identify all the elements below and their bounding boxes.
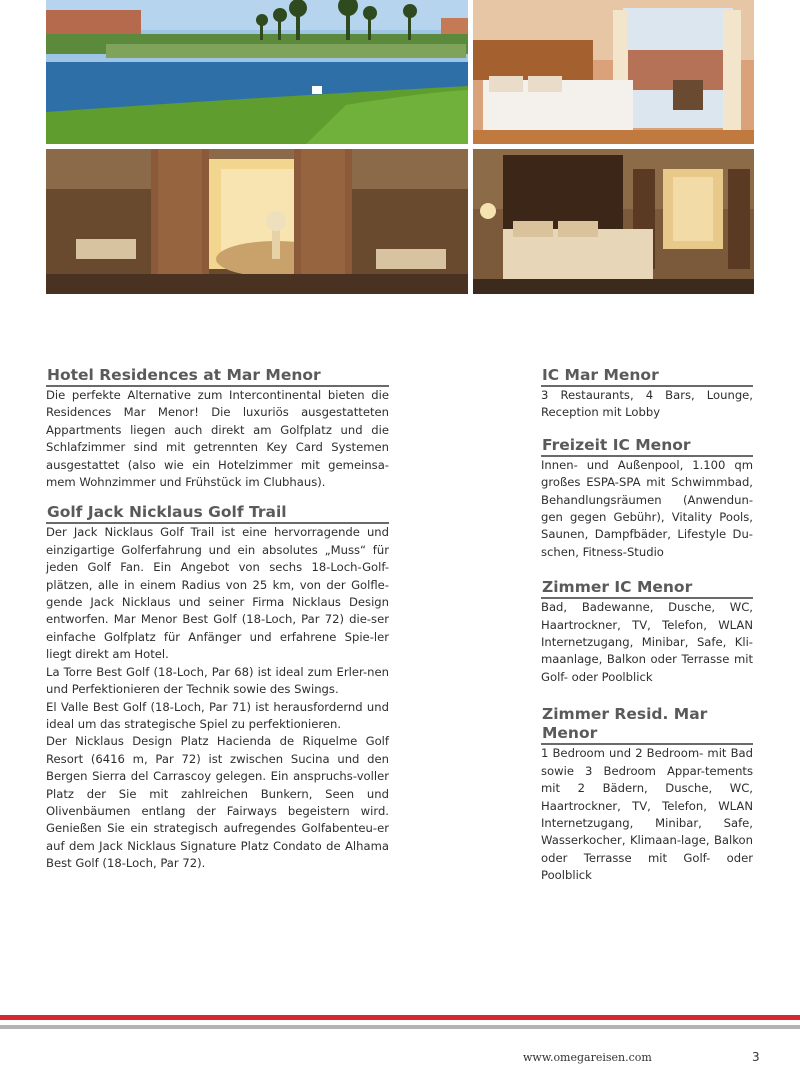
freizeit-text: Innen- und Außenpool, 1.100 qm großes ESPA-SPA mit Schwimmbad, Behandlungsräumen (Anwendun-gen gegen Gebühr), Vitality Pools, Saunen, Dampfbäder, Lifestyle Du-schen, Fitness-Studio [541, 457, 753, 559]
section-heading-golf-trail: Golf Jack Nicklaus Golf Trail [46, 503, 389, 524]
section-heading-freizeit: Freizeit IC Menor [541, 436, 753, 457]
right-column [541, 366, 753, 885]
hotel-twin-room-photo [473, 0, 754, 144]
left-column [46, 366, 389, 873]
zimmer-resid-text: 1 Bedroom und 2 Bedroom- mit Bad sowie 3 Bedroom Appar-tements mit 2 Bädern, Dusche, WC, Haartrockner, TV, Telefon, WLAN Internetzugang, Minibar, Safe, Wasserkocher, Klimaan-lage, Balkon oder Terrasse mit Golf- oder Poolblick [541, 746, 753, 883]
footer-rule-red [0, 1015, 800, 1020]
page-number: 3 [752, 1050, 760, 1064]
footer-website-link[interactable]: www.omegareisen.com [523, 1051, 652, 1064]
zimmer-ic-text: Bad, Badewanne, Dusche, WC, Haartrockner, TV, Telefon, WLAN Internetzugang, Minibar, Safe, Kli-maanlage, Balkon oder Terrasse mit Golf- oder Poolblick [541, 600, 753, 684]
section-heading-zimmer-ic: Zimmer IC Menor [541, 578, 753, 599]
section-heading-residences: Hotel Residences at Mar Menor [46, 366, 389, 387]
golf-trail-intro: Der Jack Nicklaus Golf Trail ist eine hervorragende und einzigartige Golferfahrung und ein absolutes „Muss“ für jeden Golf Fan. Ein Angebot von sechs 18-Loch-Golf-plätzen, alle in einem Radius von 25 km, von der Golfle-gende Jack Nicklaus und seiner Firma Nicklaus Design entworfen. Mar Menor Best Golf (18-Loch, Par 72) die-ser einfache Golfplatz für Anfänger und erfahrene Spie-ler liegt direkt am Hotel. [46, 525, 389, 662]
golf-course-lake-photo [46, 0, 468, 144]
spa-fountain-photo [46, 149, 468, 294]
hotel-bedroom-photo [473, 149, 754, 294]
residences-text: Die perfekte Alternative zum Intercontinental bieten die Residences Mar Menor! Die luxuriös ausgestatteten Appartments liegen auch direkt am Golfplatz und die Schlafzimmer sind mit getrennten Key Card Systemen ausgestattet (also wie ein Hotelzimmer mit gemeinsa-mem Wohnzimmer und Frühstück im Clubhaus). [46, 388, 389, 490]
golf-trail-la-torre: La Torre Best Golf (18-Loch, Par 68) ist ideal zum Erler-nen und Perfektionieren der Technik sowie des Swings. [46, 664, 389, 697]
golf-trail-hacienda: Der Nicklaus Design Platz Hacienda de Riquelme Golf Resort (6416 m, Par 72) ist zwischen Sucina und den Bergen Sierra del Carrascoy gelegen. Ein anspruchs-voller Platz der Sie mit zahlreichen Bunkern, Seen und Olivenbäumen entlang der Fairways begeistern wird. Genießen Sie ein strategisch aufregendes Golfabenteu-er auf dem Jack Nicklaus Signature Platz Condato de Alhama Best Golf (18-Loch, Par 72). [46, 734, 389, 871]
golf-trail-el-valle: El Valle Best Golf (18-Loch, Par 71) ist herausfordernd und ideal um das strategische Spiel zu perfektionieren. [46, 699, 389, 731]
footer-rule-grey [0, 1025, 800, 1029]
section-heading-zimmer-resid: Zimmer Resid. Mar Menor [541, 705, 753, 745]
section-heading-ic-mar-menor: IC Mar Menor [541, 366, 753, 387]
ic-mar-menor-text: 3 Restaurants, 4 Bars, Lounge, Reception mit Lobby [541, 388, 753, 420]
